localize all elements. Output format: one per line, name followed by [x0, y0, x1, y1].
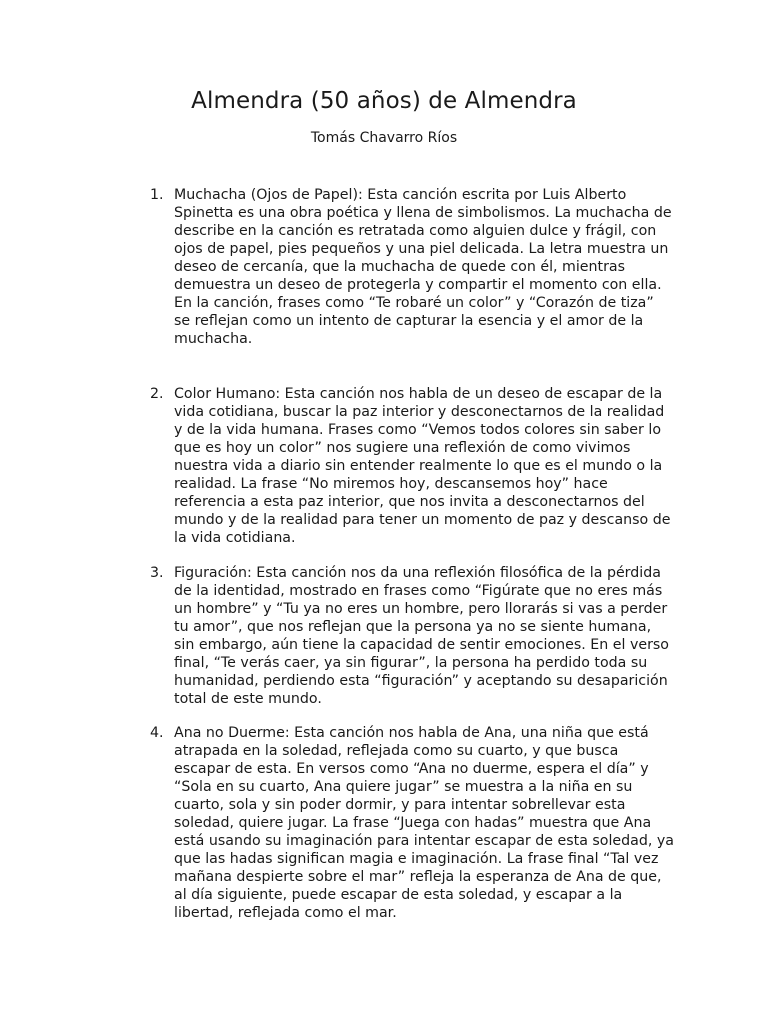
text-line: ojos de papel, pies pequeños y una piel delicada. La letra muestra un: [174, 241, 669, 257]
list-item: [150, 385, 670, 547]
text-line: la vida cotidiana.: [174, 530, 296, 546]
list-item-number: 1.: [150, 187, 164, 203]
text-line: tu amor”, que nos reflejan que la persona ya no se siente humana,: [174, 619, 652, 635]
text-line: describe en la canción es retratada como alguien dulce y frágil, con: [174, 223, 657, 239]
text-line: Muchacha (Ojos de Papel): Esta canción escrita por Luis Alberto: [174, 187, 627, 203]
text-line: sin embargo, aún tiene la capacidad de sentir emociones. En el verso: [174, 637, 669, 653]
text-line: Figuración: Esta canción nos da una reflexión filosófica de la pérdida: [174, 565, 661, 581]
text-line: de la identidad, mostrado en frases como “Figúrate que no eres más: [174, 583, 663, 599]
text-line: nuestra vida a diario sin entender realmente lo que es el mundo o la: [174, 458, 663, 474]
text-line: “Sola en su cuarto, Ana quiere jugar” se muestra a la niña en su: [174, 779, 633, 795]
text-line: atrapada en la soledad, reflejada como su cuarto, y que busca: [174, 743, 619, 759]
list-item-text: [174, 385, 671, 547]
text-line: escapar de esta. En versos como “Ana no duerme, espera el día” y: [174, 761, 649, 777]
list-item-number: 4.: [150, 725, 164, 741]
text-line: y de la vida humana. Frases como “Vemos todos colores sin saber lo: [174, 422, 662, 438]
text-line: final, “Te verás caer, ya sin figurar”, la persona ha perdido toda su: [174, 655, 648, 671]
text-line: al día siguiente, puede escapar de esta soledad, y escapar a la: [174, 887, 623, 903]
list-item-text: [174, 564, 669, 708]
text-line: Ana no Duerme: Esta canción nos habla de Ana, una niña que está: [174, 725, 649, 741]
text-line: que las hadas significan magia e imaginación. La frase final “Tal vez: [174, 851, 659, 867]
text-line: mundo y de la realidad para tener un momento de paz y descanso de: [174, 512, 671, 528]
text-line: se reflejan como un intento de capturar la esencia y el amor de la: [174, 313, 644, 329]
text-line: En la canción, frases como “Te robaré un color” y “Corazón de tiza”: [174, 295, 654, 311]
document-title: Almendra (50 años) de Almendra: [191, 88, 577, 114]
text-line: Spinetta es una obra poética y llena de simbolismos. La muchacha de: [174, 205, 672, 221]
text-line: deseo de cercanía, que la muchacha de quede con él, mientras: [174, 259, 626, 275]
text-line: está usando su imaginación para intentar escapar de esta soledad, ya: [174, 833, 674, 849]
list-item: [150, 564, 670, 708]
text-line: humanidad, perdiendo esta “figuración” y aceptando su desaparición: [174, 673, 668, 689]
text-line: que es hoy un color” nos sugiere una reflexión de como vivimos: [174, 440, 631, 456]
list-item: [150, 186, 670, 348]
text-line: cuarto, sola y sin poder dormir, y para intentar sobrellevar esta: [174, 797, 626, 813]
text-line: total de este mundo.: [174, 691, 322, 707]
text-line: libertad, reflejada como el mar.: [174, 905, 397, 921]
text-line: muchacha.: [174, 331, 253, 347]
text-line: un hombre” y “Tu ya no eres un hombre, pero llorarás si vas a perder: [174, 601, 668, 617]
text-line: referencia a esta paz interior, que nos invita a desconectarnos del: [174, 494, 645, 510]
text-line: vida cotidiana, buscar la paz interior y desconectarnos de la realidad: [174, 404, 665, 420]
list-item-number: 3.: [150, 565, 164, 581]
text-line: realidad. La frase “No miremos hoy, descansemos hoy” hace: [174, 476, 608, 492]
list-item-number: 2.: [150, 386, 164, 402]
text-line: soledad, quiere jugar. La frase “Juega con hadas” muestra que Ana: [174, 815, 652, 831]
text-line: demuestra un deseo de protegerla y compartir el momento con ella.: [174, 277, 662, 293]
document-author: Tomás Chavarro Ríos: [310, 130, 458, 146]
list-item: [150, 724, 674, 922]
list-item-text: [174, 724, 674, 922]
text-line: Color Humano: Esta canción nos habla de un deseo de escapar de la: [174, 386, 663, 402]
list-item-text: [174, 186, 672, 348]
text-line: mañana despierte sobre el mar” refleja la esperanza de Ana de que,: [174, 869, 662, 885]
